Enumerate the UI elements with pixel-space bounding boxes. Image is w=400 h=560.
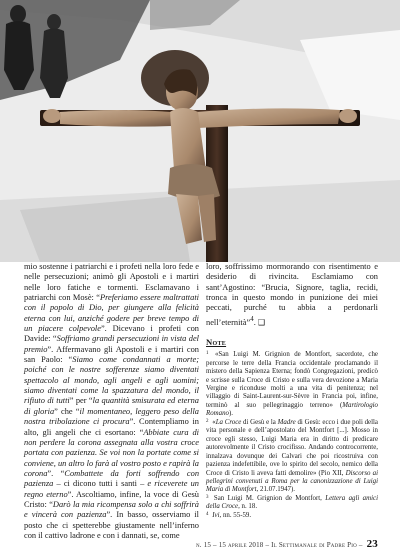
text-run: ”. “ <box>47 468 65 478</box>
italic-text: la quantità smisurata ed eterna di gloria <box>24 396 199 416</box>
footnote-number: 2 <box>206 418 209 424</box>
text-run: . <box>253 317 258 327</box>
italic-text: il momentaneo, leggero peso della nostra tribolazione ci procura <box>24 406 199 427</box>
text-run: – ci dicono tutti i santi – <box>53 479 148 489</box>
text-run: ”. Ascoltiamo, infine, la voce di Gesù Cristo: “ <box>24 489 199 509</box>
article-column-right <box>206 262 378 520</box>
footnote-number: 1 <box>206 351 209 357</box>
italic-text: Madre <box>277 418 296 426</box>
footnote-number: 4 <box>206 511 209 517</box>
text-run: loro, soffrissimo mormorando con risentimento e desiderio di rivincita. Esclamiamo con sant’Agostino: “Brucia, Signore, taglia, recidi, tronca in questo mondo in punizione dei miei peccati, purché tu abbia a perdonarli nell’eternità” <box>206 262 378 327</box>
footnote-item <box>206 351 378 419</box>
text-run: di Gesù e la <box>241 418 278 426</box>
italic-text: La Croce <box>215 418 242 426</box>
page-number: 23 <box>366 538 378 550</box>
italic-text: Siamo come condannati a morte; poiché con le nostre sofferenze siamo diventati spettacolo al mondo, agli angeli e agli uomini; siamo diventati come la spazzatura del mondo, il rifiuto di tutti <box>24 355 199 406</box>
italic-text: Abbiate cura di non perdere la corona assegnata alla vostra croce portata con pazienza. Se voi non la portate come si conviene, un altro lo farà al vostro posto e rapirà la corona <box>24 427 199 478</box>
text-run: ”. Affermavano gli Apostoli e i martiri con san Paolo: “ <box>24 344 199 365</box>
text-run: ” per “ <box>69 396 93 406</box>
text-run: ” che “ <box>54 406 80 416</box>
footnote-ref: 4 <box>250 314 254 323</box>
end-of-article-mark: ❑ <box>257 317 266 327</box>
page-footer <box>0 538 378 550</box>
text-run: ”. Dicevano i profeti con Davide: “ <box>24 324 199 344</box>
footnote-item <box>206 419 378 495</box>
text-run: San Luigi M. Grignion de Montfort, <box>210 494 326 502</box>
italic-text: Lettera agli amici della Croce <box>206 494 378 511</box>
issue-info: n. 15 – 15 aprile 2018 – Il Settimanale di Padre Pio – <box>195 541 363 549</box>
text-run: ”. In basso, osserviamo il posto che ci spetterebbe giustamente nell’inferno con il cattivo ladrone e con i dannati, se, come <box>24 510 199 540</box>
footnote-item <box>206 512 378 520</box>
italic-text: Discorso ai pellegrini convenuti a Roma per la canonizzazione di Luigi Maria di Montfort <box>206 469 378 494</box>
footnote-number: 3 <box>206 494 209 500</box>
article-paragraph-end <box>206 262 378 328</box>
text-run: ”. Contempliamo in alto, gli angeli che ci esortano: “ <box>24 417 199 437</box>
text-run: , n. 18. <box>238 503 258 511</box>
italic-text: Soffriamo grandi persecuzioni in vista del premio <box>24 334 199 354</box>
text-run: mio sostenne i patriarchi e i profeti nella loro fede e nelle persecuzioni; animò gli Apostoli e i martiri nelle loro fatiche e tormenti. Esclamavano i patriarchi con Mosè: “ <box>24 262 199 303</box>
notes-title: Note <box>206 336 227 347</box>
italic-text: Darò la mia ricompensa solo a chi soffrirà e vincerà con pazienza <box>24 499 199 520</box>
italic-text: Martirologio Romano <box>206 401 378 418</box>
italic-text: Combattete da forti soffrendo con pazienza <box>24 468 200 489</box>
italic-text: e riceverete un regno eterno <box>24 479 199 499</box>
text-run: « <box>210 418 216 426</box>
text-run: di Gesù: ecco i due poli della vita personale e dell’apostolato del Montfort [...]. Mosso in croce egli stesso, Luigi Maria era in diritto di predicare autorevolmente il Cristo crocifisso. Andando controcorrente, innalzava dovunque dei Calvari che poi ricostruiva con pazienza indefettibile, ove lo spirito del secolo, nemico della Croce di Cristo li aveva fatti demolire» (Pio XII, <box>206 418 378 477</box>
text-run: , nn. 55-59. <box>219 511 252 519</box>
crucifix-illustration <box>0 0 400 262</box>
text-run: ). <box>228 410 233 418</box>
text-run: «San Luigi M. Grignion de Montfort, sacerdote, che percorse le terre della Francia occidentale proclamando il mistero della Sapienza Eterna; fondò Congregazioni, predicò e scrisse sulla Croce di Cristo e sulla vera devozione a Maria Vergine e riconduse molti a una vita di penitenza; nel villaggio di Saint-Laurent-sur-Sèvre in Francia poi, infine, terminò al suo pellegrinaggio terreno» ( <box>206 351 378 409</box>
italic-text: Preferiamo essere maltrattati con il popolo di Dio, per giungere alla felicità eterna con lui, anziché godere per breve tempo di un piacere colpevole <box>24 293 199 334</box>
text-run: , 21.07.1947). <box>256 486 296 494</box>
footnote-item <box>206 495 378 512</box>
italic-text: Ivi <box>212 511 220 519</box>
notes-list <box>206 351 378 520</box>
article-paragraph <box>24 262 199 541</box>
crucifix-photo <box>0 0 400 262</box>
article-column-left <box>24 262 199 541</box>
